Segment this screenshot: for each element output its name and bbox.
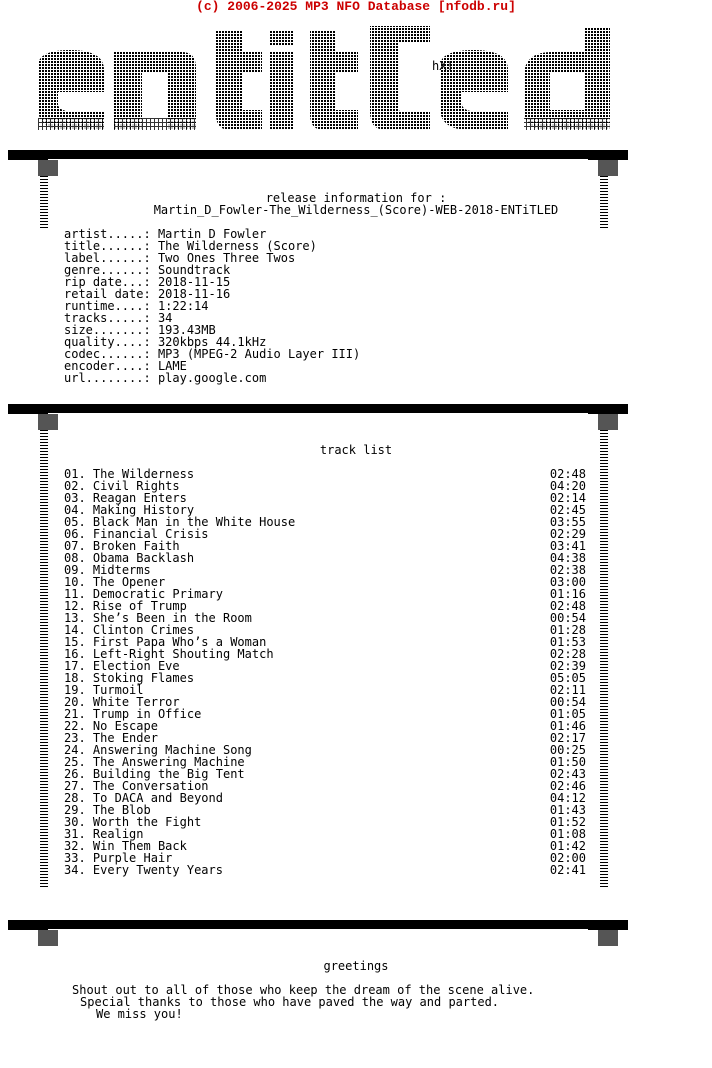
track-duration: 02:28 (549, 647, 586, 661)
track-duration: 02:17 (549, 731, 586, 745)
track-duration: 01:16 (549, 587, 586, 601)
track-title: The Conversation (92, 779, 209, 793)
track-title: No Escape (92, 719, 158, 733)
track-title: The Ender (92, 731, 158, 745)
track-duration: 02:14 (549, 491, 586, 505)
info-value: 193.43MB (157, 323, 216, 337)
track-duration: 02:00 (549, 851, 586, 865)
track-title: The Opener (92, 575, 166, 589)
track-duration: 05:05 (549, 671, 586, 685)
track-title: Answering Machine Song (92, 743, 252, 757)
info-key: runtime....: (64, 299, 151, 313)
track-duration: 02:38 (549, 563, 586, 577)
track-duration: 00:25 (549, 743, 586, 757)
track-number: 03. (64, 491, 86, 505)
track-title: Broken Faith (92, 539, 180, 553)
track-title: Worth the Fight (92, 815, 202, 829)
track-duration: 00:54 (549, 611, 586, 625)
info-key: title......: (64, 239, 151, 253)
track-duration: 01:53 (549, 635, 586, 649)
info-value: Soundtrack (157, 263, 231, 277)
info-key: url........: (64, 371, 151, 385)
track-number: 04. (64, 503, 86, 517)
greeting-line: Special thanks to those who have paved the way and parted. (80, 995, 500, 1009)
track-number: 12. (64, 599, 86, 613)
track-number: 16. (64, 647, 86, 661)
info-key: size.......: (64, 323, 151, 337)
track-title: To DACA and Beyond (92, 791, 223, 805)
track-duration: 03:55 (549, 515, 586, 529)
track-number: 20. (64, 695, 86, 709)
track-duration: 04:20 (549, 479, 586, 493)
track-title: Midterms (92, 563, 151, 577)
release-name: Martin_D_Fowler-The_Wilderness_(Score)-WEB-2018-ENTiTLED (153, 203, 559, 217)
entitled-logo (30, 22, 630, 134)
track-number: 21. (64, 707, 86, 721)
track-duration: 04:38 (549, 551, 586, 565)
info-value: 2018-11-16 (157, 287, 231, 301)
info-value: 320kbps 44.1kHz (157, 335, 267, 349)
track-number: 15. (64, 635, 86, 649)
track-duration: 01:50 (549, 755, 586, 769)
info-key: genre......: (64, 263, 151, 277)
track-title: Every Twenty Years (92, 863, 223, 877)
track-title: Obama Backlash (92, 551, 195, 565)
info-value: 34 (157, 311, 173, 325)
track-title: Rise of Trump (92, 599, 187, 613)
info-key: label......: (64, 251, 151, 265)
track-title: Civil Rights (92, 479, 180, 493)
track-number: 33. (64, 851, 86, 865)
track-title: Trump in Office (92, 707, 202, 721)
info-key: retail date: (64, 287, 151, 301)
info-key: tracks.....: (64, 311, 151, 325)
track-number: 06. (64, 527, 86, 541)
track-duration: 01:42 (549, 839, 586, 853)
track-duration: 01:28 (549, 623, 586, 637)
track-title: Left-Right Shouting Match (92, 647, 274, 661)
track-title: Making History (92, 503, 195, 517)
track-number: 08. (64, 551, 86, 565)
track-number: 01. (64, 467, 86, 481)
track-duration: 02:41 (549, 863, 586, 877)
track-number: 30. (64, 815, 86, 829)
track-number: 07. (64, 539, 86, 553)
frame-right-2 (600, 430, 608, 888)
track-title: Democratic Primary (92, 587, 223, 601)
track-title: The Blob (92, 803, 151, 817)
track-title: Turmoil (92, 683, 144, 697)
track-number: 02. (64, 479, 86, 493)
track-number: 14. (64, 623, 86, 637)
track-duration: 01:05 (549, 707, 586, 721)
track-duration: 03:41 (549, 539, 586, 553)
track-title: Financial Crisis (92, 527, 209, 541)
track-duration: 02:46 (549, 779, 586, 793)
info-value: Martin D Fowler (157, 227, 267, 241)
track-number: 18. (64, 671, 86, 685)
greeting-line: We miss you! (96, 1007, 183, 1021)
info-value: play.google.com (157, 371, 267, 385)
track-duration: 02:48 (549, 599, 586, 613)
track-number: 22. (64, 719, 86, 733)
track-duration: 02:39 (549, 659, 586, 673)
frame-left-2 (40, 430, 48, 888)
track-duration: 03:00 (549, 575, 586, 589)
track-duration: 00:54 (549, 695, 586, 709)
info-value: The Wilderness (Score) (157, 239, 317, 253)
info-key: artist.....: (64, 227, 151, 241)
track-duration: 02:43 (549, 767, 586, 781)
track-number: 13. (64, 611, 86, 625)
divider-tracklist (8, 402, 628, 430)
track-number: 25. (64, 755, 86, 769)
track-number: 24. (64, 743, 86, 757)
track-number: 26. (64, 767, 86, 781)
release-heading: release information for : (265, 191, 447, 205)
info-value: LAME (157, 359, 187, 373)
track-number: 17. (64, 659, 86, 673)
track-number: 32. (64, 839, 86, 853)
track-duration: 04:12 (549, 791, 586, 805)
track-title: First Papa Who’s a Woman (92, 635, 267, 649)
divider-top (8, 148, 628, 176)
track-duration: 02:29 (549, 527, 586, 541)
greeting-line: Shout out to all of those who keep the dream of the scene alive. (72, 983, 535, 997)
info-row (64, 372, 266, 384)
info-value: 1:22:14 (157, 299, 209, 313)
track-duration: 02:48 (549, 467, 586, 481)
track-number: 27. (64, 779, 86, 793)
info-key: quality....: (64, 335, 151, 349)
track-number: 19. (64, 683, 86, 697)
track-title: Stoking Flames (92, 671, 195, 685)
track-number: 29. (64, 803, 86, 817)
track-title: Realign (92, 827, 144, 841)
track-title: Clinton Crimes (92, 623, 195, 637)
tracklist-title: track list (319, 443, 393, 457)
track-title: Reagan Enters (92, 491, 187, 505)
track-number: 28. (64, 791, 86, 805)
greetings-title: greetings (323, 959, 389, 973)
track-number: 10. (64, 575, 86, 589)
track-title: White Terror (92, 695, 180, 709)
info-key: codec......: (64, 347, 151, 361)
track-title: Election Eve (92, 659, 180, 673)
track-title: The Wilderness (92, 467, 195, 481)
track-number: 34. (64, 863, 86, 877)
site-credit: (c) 2006-2025 MP3 NFO Database [nfodb.ru] (196, 0, 516, 14)
divider-greetings (8, 918, 628, 946)
track-number: 05. (64, 515, 86, 529)
track-number: 11. (64, 587, 86, 601)
track-row (64, 864, 586, 876)
track-duration: 01:43 (549, 803, 586, 817)
info-key: rip date...: (64, 275, 151, 289)
track-title: Win Them Back (92, 839, 187, 853)
track-duration: 01:52 (549, 815, 586, 829)
track-title: She’s Been in the Room (92, 611, 252, 625)
track-title: Building the Big Tent (92, 767, 245, 781)
track-title: Black Man in the White House (92, 515, 296, 529)
track-number: 09. (64, 563, 86, 577)
info-value: 2018-11-15 (157, 275, 231, 289)
track-duration: 01:08 (549, 827, 586, 841)
track-number: 23. (64, 731, 86, 745)
info-value: MP3 (MPEG-2 Audio Layer III) (157, 347, 361, 361)
track-duration: 02:11 (549, 683, 586, 697)
track-duration: 02:45 (549, 503, 586, 517)
track-title: The Answering Machine (92, 755, 245, 769)
group-tag: hX! (432, 59, 454, 73)
info-value: Two Ones Three Twos (157, 251, 296, 265)
track-duration: 01:46 (549, 719, 586, 733)
track-title: Purple Hair (92, 851, 173, 865)
track-number: 31. (64, 827, 86, 841)
info-key: encoder....: (64, 359, 151, 373)
